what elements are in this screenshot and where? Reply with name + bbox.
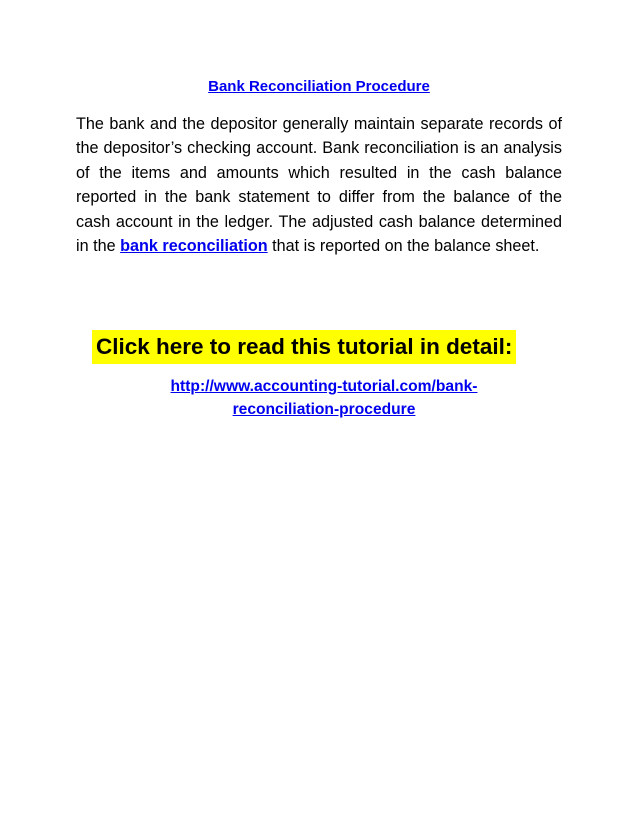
url-line-1: http://www.accounting-tutorial.com/bank- <box>170 378 478 395</box>
paragraph-text-start: The bank and the depositor generally maintain separate records of the depositor’s checking account. Bank reconciliation is an analysis of the items and amounts which resulted in the cash balance reported in the bank statement to differ from the balance of the cash account in the ledger. The adjusted cash balance determined in the <box>76 115 562 256</box>
intro-paragraph <box>76 112 562 258</box>
url-line-2: reconciliation-procedure <box>232 401 416 418</box>
bank-reconciliation-link[interactable]: bank reconciliation <box>120 237 268 256</box>
page-title: Bank Reconciliation Procedure <box>208 78 430 95</box>
tutorial-url-link[interactable] <box>100 375 548 421</box>
tutorial-callout: Click here to read this tutorial in detail: <box>92 330 516 364</box>
paragraph-text-end: that is reported on the balance sheet. <box>267 237 540 256</box>
